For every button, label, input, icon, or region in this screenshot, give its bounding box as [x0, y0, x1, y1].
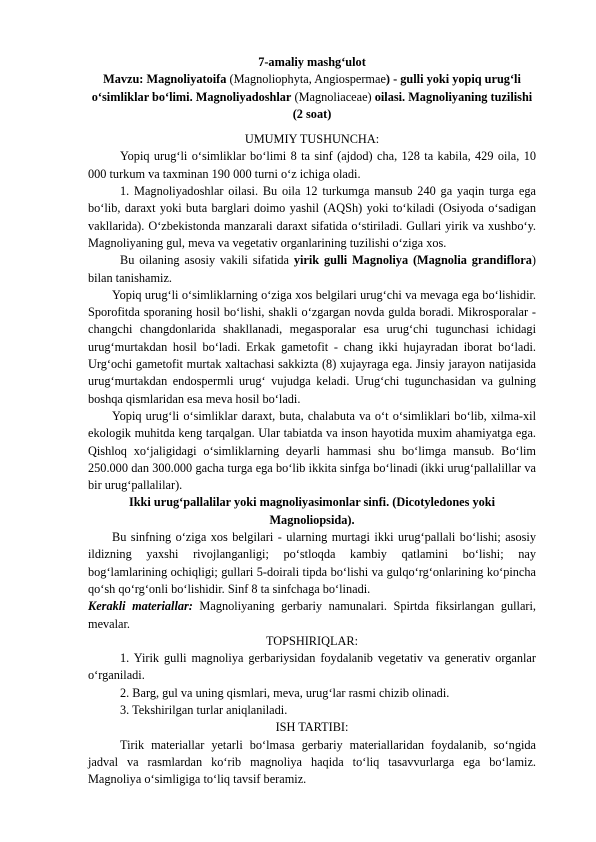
materials-paragraph — [88, 598, 536, 633]
paragraph-4: Yopiq urug‘li o‘simliklarning o‘ziga xos belgilari urug‘chi va mevaga ega bo‘lishidir. Sporofitda sporaning hosil bo‘lishi, shakli o‘zgargan novda gulda boradi. Mikrosporalar - changchi changdonlarida shakllanadi, megasporalar esa urug‘chi tugunchasi ichidagi urug‘murtakdan hosil bo‘ladi. Erkak gametofit - chang ikki hujayradan iborat bo‘ladi. Urg‘ochi gametofit murtak xaltachasi sakkizta (8) xujayraga ega. Jinsiy jarayon natijasida urug‘murtakdan endospermli urug‘ vujudga keladi. Urug‘chi tugunchasidan va gulning boshqa qismlaridan esa meva hosil bo‘ladi. — [88, 287, 536, 406]
paragraph-3-end: ) bilan tanishamiz. — [88, 253, 536, 285]
lab-title: 7-amaliy mashg‘ulot — [258, 55, 366, 69]
task-item-3: 3. Tekshirilgan turlar aniqlaniladi. — [120, 702, 288, 717]
procedure-paragraph: Tirik materiallar yetarli bo‘lmasa gerbariy materiallaridan foydalanib, so‘ngida jadval va rasmlardan ko‘rib magnoliya haqida to‘liq tasavvurlarga ega bo‘lamiz. Magnoliya o‘simligiga to‘liq tavsif beramiz. — [88, 737, 536, 787]
topic-prefix: Mavzu: — [103, 72, 144, 87]
paragraph-1: Yopiq urug‘li o‘simliklar bo‘limi 8 ta sinf (ajdod) cha, 128 ta kabila, 429 oila, 10 000 turkum va taxminan 190 000 turni o‘z ichiga oladi. — [88, 149, 536, 181]
class-subheading: Ikki urug‘pallalilar yoki magnoliyasimonlar sinfi. (Dicotyledones yoki Magnoliopsida). — [128, 495, 496, 527]
paragraph-2: 1. Magnoliyadoshlar oilasi. Bu oila 12 turkumga mansub 240 ga yaqin turga ega bo‘lib, daraxt yoki buta barglari doimo yashil (AQSh) yoki to‘kiladi (Osiyoda o‘sadigan vakllarida). O‘zbekistonda manzarali daraxt sifatida o‘stiriladi. Gullari yirik va xushbo‘y. Magnoliyaning gul, meva va vegetativ organlarining tuzilishi o‘ziga xos. — [88, 184, 536, 250]
paragraph-3-species: yirik gulli Magnoliya (Magnolia grandiflora — [293, 253, 532, 268]
topic-latin-2: (Magnoliaceae) — [291, 89, 372, 104]
section-heading-tasks: TOPSHIRIQLAR: — [265, 633, 358, 648]
section-heading-general: UMUMIY TUSHUNCHA: — [244, 132, 380, 147]
topic-part-1: Magnoliyatoifa — [146, 72, 227, 87]
paragraph-3 — [88, 252, 536, 287]
paragraph-6: Bu sinfning o‘ziga xos belgilari - ularning murtagi ikki urug‘pallali bo‘lishi; asosiy ildizning yaxshi rivojlanganligi; po‘stloqda kambiy qatlamini bo‘lishi; nay bog‘lamlarining ochiqligi; gullari 5-doirali tipda bo‘lishi va gulqo‘rg‘onlarining ko‘pincha qo‘sh qo‘rg‘onli bo‘lishidir. Sinf 8 ta sinfchaga bo‘linadi. — [88, 530, 536, 596]
task-item-2: 2. Barg, gul va uning qismlari, meva, urug‘lar rasmi chizib olinadi. — [120, 685, 450, 700]
topic-latin-1: (Magnoliophyta, Angiospermae — [226, 72, 386, 87]
materials-text: Magnoliyaning gerbariy namunalari. Spirtda fiksirlangan gullari, mevalar. — [88, 599, 536, 631]
task-item-1: 1. Yirik gulli magnoliya gerbariysidan foydalanib vegetativ va generativ organlar o‘rganiladi. — [88, 651, 536, 683]
paragraph-3-text: Bu oilaning asosiy vakili sifatida — [120, 253, 294, 268]
section-heading-procedure: ISH TARTIBI: — [275, 720, 349, 735]
materials-label: Kerakli materiallar: — [88, 599, 193, 614]
topic-part-2: ) - gulli yoki yopiq urug‘li o‘simliklar bo‘limi. Magnoliyadoshlar — [91, 72, 521, 104]
topic-line — [88, 71, 536, 123]
topic-part-3: oilasi. Magnoliyaning tuzilishi (2 soat) — [292, 89, 533, 121]
paragraph-5: Yopiq urug‘li o‘simliklar daraxt, buta, chalabuta va o‘t o‘simliklari bo‘lib, xilma-xil ekologik muhitda keng tarqalgan. Ular tabiatda va inson hayotida muxim ahamiyatga ega. Qishloq xo‘jaligidagi o‘simliklarning deyarli hammasi shu bo‘limga mansub. Bo‘lim 250.000 dan 300.000 gacha turga ega bo‘lib ikkita sinfga bo‘linadi (ikki urug‘pallalillar va bir urug‘pallalilar). — [88, 408, 536, 493]
title-block — [88, 54, 536, 123]
